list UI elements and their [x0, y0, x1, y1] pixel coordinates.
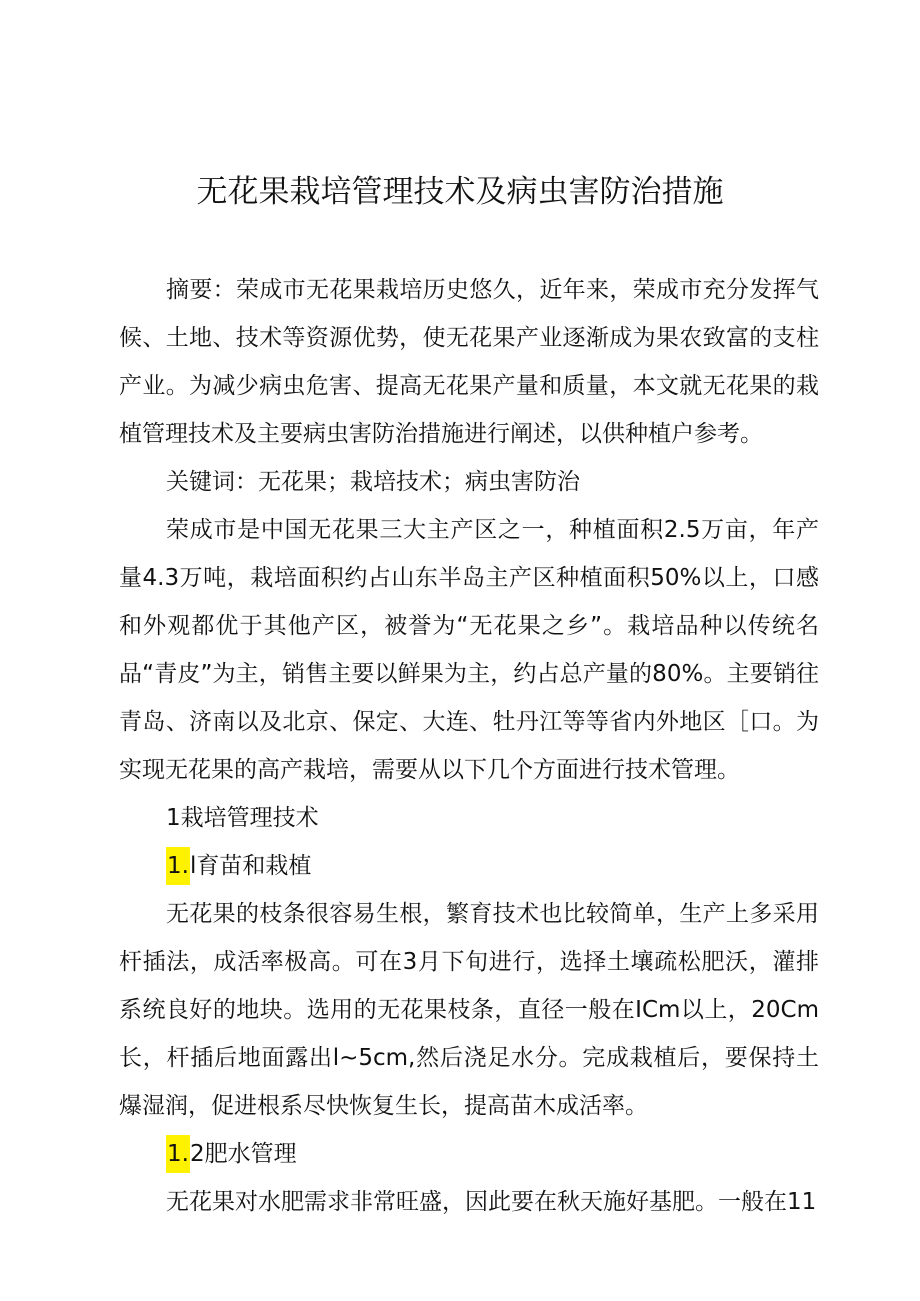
document-body: [119, 266, 819, 1226]
highlight-marker: 1.: [166, 1135, 190, 1173]
section-1-1-label: l育苗和栽植: [189, 853, 312, 879]
intro-paragraph: 荣成市是中国无花果三大主产区之一，种植面积2.5万亩，年产量4.3万吨，栽培面积约占山东半岛主产区种植面积50%以上，口感和外观都优于其他产区，被誉为“无花果之乡”。栽培品种以传统名品“青皮”为主，销售主要以鲜果为主，约占总产量的80%。主要销往青岛、济南以及北京、保定、大连、牡丹江等等省内外地区［口。为实现无花果的高产栽培，需要从以下几个方面进行技术管理。: [119, 517, 819, 783]
document-title: 无花果栽培管理技术及病虫害防治措施: [196, 174, 724, 210]
section-1-1-paragraph: 无花果的枝条很容易生根，繁育技术也比较简单，生产上多采用杆插法，成活率极高。可在3月下旬进行，选择土壤疏松肥沃，灌排系统良好的地块。选用的无花果枝条，直径一般在ICm以上，20Cm长，杆插后地面露出l~5cm,然后浇足水分。完成栽植后，要保持土爆湿润，促进根系尽快恢复生长，提高苗木成活率。: [119, 901, 819, 1119]
section-1-1-heading: [119, 842, 819, 890]
section-1-2-label: 2肥水管理: [189, 1141, 297, 1167]
section-1-2-heading: [119, 1130, 819, 1178]
abstract-paragraph: 摘要：荣成市无花果栽培历史悠久，近年来，荣成市充分发挥气候、土地、技术等资源优势，使无花果产业逐渐成为果农致富的支柱产业。为减少病虫危害、提高无花果产量和质量，本文就无花果的栽植管理技术及主要病虫害防治措施进行阐述，以供种植户参考。: [119, 277, 819, 447]
highlight-marker: 1.: [166, 847, 190, 885]
section-1-2-paragraph: 无花果对水肥需求非常旺盛，因此要在秋天施好基肥。一般在11: [166, 1189, 817, 1215]
keywords-line: 关键词：无花果；栽培技术；病虫害防治: [166, 469, 580, 495]
section-1-heading: 1栽培管理技术: [166, 805, 319, 831]
